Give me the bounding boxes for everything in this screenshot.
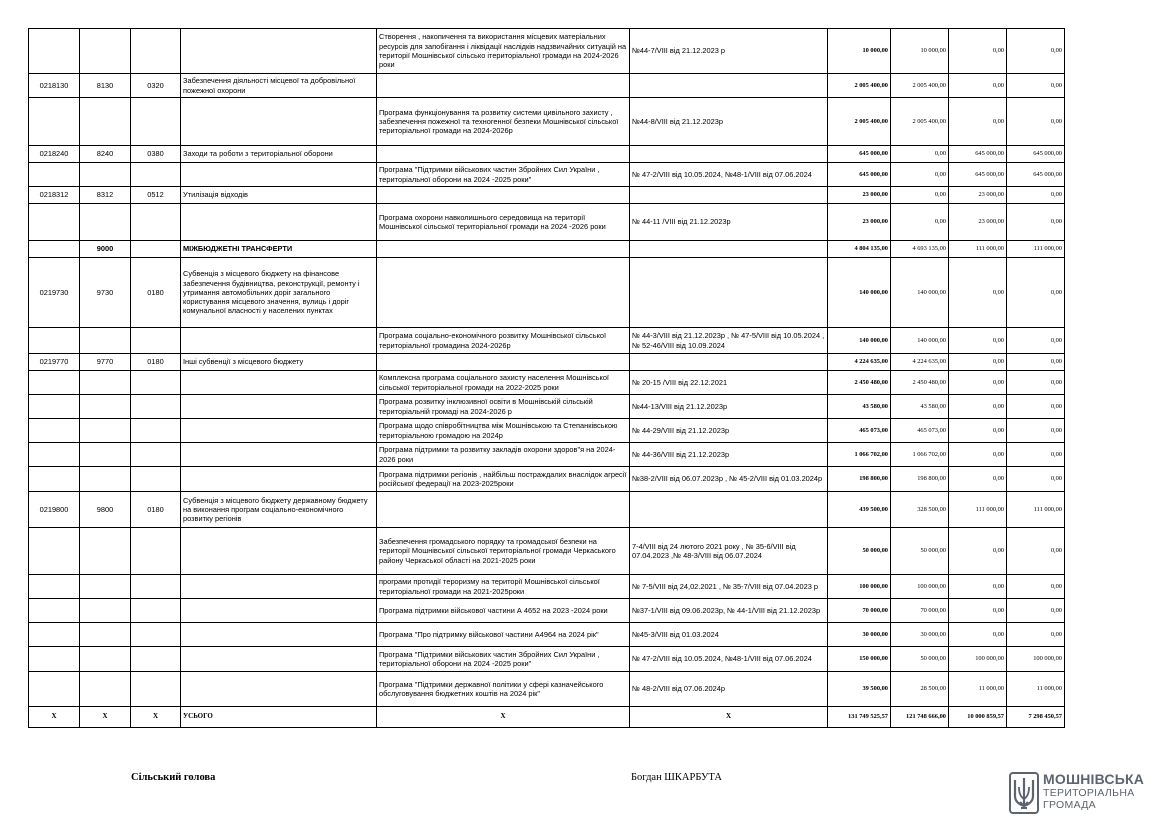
total-cell-program-name: X [377,707,630,728]
cell-fkvkb-code [131,623,181,647]
cell-program-code [29,163,80,187]
cell-fkvkb-code [131,575,181,599]
cell-development-budget: 0,00 [1007,328,1065,354]
cell-development-budget: 0,00 [1007,467,1065,492]
cell-general-fund: 328 500,00 [891,492,949,528]
cell-approval-document [630,258,828,328]
cell-approval-document: № 44-11 /VIII від 21.12.2023р [630,204,828,241]
total-row [29,707,1065,728]
cell-fkvkb-code [131,241,181,258]
cell-total-amount: 140 000,00 [828,328,891,354]
cell-program-name: Комплексна програма соціального захисту населення Мошнівської сільської територіальної громади на 2022-2025 роки [377,371,630,395]
cell-special-fund: 0,00 [949,528,1007,575]
cell-special-fund: 0,00 [949,371,1007,395]
cell-total-amount: 645 000,00 [828,146,891,163]
cell-approval-document: №45-3/VIII від 01.03.2024 [630,623,828,647]
table-row [29,74,1065,98]
table-row [29,492,1065,528]
cell-function-code: 8130 [80,74,131,98]
cell-general-fund: 2 005 400,00 [891,74,949,98]
cell-general-fund: 2 450 480,00 [891,371,949,395]
cell-function-code [80,599,131,623]
cell-approval-document: № 7-5/VIII від 24,02.2021 , № 35-7/VIII від 07.04.2023 р [630,575,828,599]
cell-development-budget: 0,00 [1007,29,1065,74]
cell-function-code: 8312 [80,187,131,204]
cell-general-fund: 465 073,00 [891,419,949,443]
cell-fkvkb-code [131,443,181,467]
cell-general-fund: 10 000,00 [891,29,949,74]
cell-fkvkb-code [131,672,181,707]
cell-function-code [80,395,131,419]
cell-approval-document: №44-7/VIII від 21.12.2023 р [630,29,828,74]
cell-function-code [80,528,131,575]
cell-development-budget: 645 000,00 [1007,146,1065,163]
cell-general-fund: 50 000,00 [891,647,949,672]
cell-fkvkb-code: 0512 [131,187,181,204]
cell-total-amount: 39 500,00 [828,672,891,707]
cell-total-amount: 23 000,00 [828,204,891,241]
table-row [29,419,1065,443]
cell-development-budget: 0,00 [1007,443,1065,467]
cell-program-name: Програма щодо співробітництва між Мошнівською та Степанківською територіальною громадою на 2024р [377,419,630,443]
table-row [29,354,1065,371]
cell-program-code: 0218130 [29,74,80,98]
table-row [29,29,1065,74]
table-row [29,395,1065,419]
cell-fkvkb-code: 0180 [131,492,181,528]
cell-program-name: Створення , накопичення та використання місцевих матеріальних ресурсів для запобігання і ліквідації наслідків надзвичайних ситуацій на території Мошнівської сільсько ітериторіальної громади на 2024-2026 роки [377,29,630,74]
cell-program-code: 0219800 [29,492,80,528]
cell-function-code [80,419,131,443]
cell-fkvkb-code [131,395,181,419]
cell-program-name: програми протидії тероризму на території Мошнівської сільської територіальної громади на 2021-2025роки [377,575,630,599]
cell-fkvkb-code [131,29,181,74]
cell-budget-item-name: Субвенція з місцевого бюджету державному бюджету на виконання програм соціально-економічного розвитку регіонів [181,492,377,528]
cell-general-fund: 28 500,00 [891,672,949,707]
cell-special-fund: 111 000,00 [949,241,1007,258]
cell-special-fund: 645 000,00 [949,163,1007,187]
cell-program-code: 0219770 [29,354,80,371]
cell-budget-item-name: МІЖБЮДЖЕТНІ ТРАНСФЕРТИ [181,241,377,258]
table-row [29,443,1065,467]
cell-program-code [29,599,80,623]
total-cell-fkvkb-code: X [131,707,181,728]
cell-program-code [29,371,80,395]
cell-function-code [80,163,131,187]
cell-fkvkb-code [131,163,181,187]
cell-total-amount: 4 804 135,00 [828,241,891,258]
cell-program-name [377,74,630,98]
cell-function-code: 9730 [80,258,131,328]
cell-total-amount: 23 000,00 [828,187,891,204]
cell-special-fund: 0,00 [949,419,1007,443]
cell-approval-document: № 47-2/VIII від 10.05.2024, №48-1/VIII від 07.06.2024 [630,647,828,672]
cell-fkvkb-code: 0180 [131,258,181,328]
cell-fkvkb-code [131,647,181,672]
cell-fkvkb-code: 0380 [131,146,181,163]
total-cell-total-amount: 131 749 525,57 [828,707,891,728]
cell-development-budget: 0,00 [1007,187,1065,204]
cell-special-fund: 645 000,00 [949,146,1007,163]
total-cell-development-budget: 7 298 450,57 [1007,707,1065,728]
cell-budget-item-name [181,204,377,241]
cell-special-fund: 0,00 [949,443,1007,467]
cell-development-budget: 0,00 [1007,354,1065,371]
cell-approval-document: № 47-2/VIII від 10.05.2024, №48-1/VIII від 07.06.2024 [630,163,828,187]
cell-general-fund: 140 000,00 [891,328,949,354]
cell-program-name: Програма розвитку інклюзивної освіти в Мошнівській сільській територіальній громаді на 2024-2026 р [377,395,630,419]
cell-approval-document: № 44-29/VIII від 21.12.2023р [630,419,828,443]
cell-total-amount: 100 000,00 [828,575,891,599]
cell-approval-document [630,492,828,528]
cell-budget-item-name: Утилізація відходів [181,187,377,204]
cell-total-amount: 50 000,00 [828,528,891,575]
cell-approval-document: №38-2/VIII від 06.07.2023р , № 45-2/VIII від 01.03.2024р [630,467,828,492]
cell-program-name [377,146,630,163]
cell-approval-document: № 20-15 /VIII від 22.12.2021 [630,371,828,395]
cell-general-fund: 2 005 400,00 [891,98,949,146]
cell-program-name: Програма "Підтримки військових частин Збройних Сил України , територіальної оборони на 2024 -2025 роки" [377,647,630,672]
cell-program-code [29,528,80,575]
cell-program-code [29,395,80,419]
cell-development-budget: 11 000,00 [1007,672,1065,707]
cell-total-amount: 1 066 702,00 [828,443,891,467]
cell-budget-item-name [181,528,377,575]
cell-budget-item-name [181,395,377,419]
table-row [29,599,1065,623]
logo-text [1043,772,1144,811]
cell-approval-document: № 44-36/VIII від 21.12.2023р [630,443,828,467]
cell-total-amount: 465 073,00 [828,419,891,443]
cell-program-name: Програма "Підтримки державної політики у сфері казначейського обслуговування бюджетних коштів на 2024 рік" [377,672,630,707]
cell-function-code: 9800 [80,492,131,528]
cell-function-code [80,98,131,146]
cell-general-fund: 0,00 [891,187,949,204]
cell-fkvkb-code [131,599,181,623]
cell-total-amount: 43 580,00 [828,395,891,419]
table-row [29,187,1065,204]
cell-function-code: 8240 [80,146,131,163]
cell-program-code [29,328,80,354]
cell-approval-document [630,146,828,163]
cell-special-fund: 0,00 [949,98,1007,146]
cell-general-fund: 4 693 135,00 [891,241,949,258]
cell-fkvkb-code [131,419,181,443]
cell-program-code [29,98,80,146]
cell-approval-document: № 44-3/VIII від 21.12.2023р , № 47-5/VIII від 10.05.2024 ,№ 52-46/VIII від 10.09.2024 [630,328,828,354]
cell-general-fund: 30 000,00 [891,623,949,647]
cell-fkvkb-code: 0320 [131,74,181,98]
cell-program-name [377,187,630,204]
cell-approval-document: № 48-2/VIII від 07.06.2024р [630,672,828,707]
table-row [29,575,1065,599]
cell-program-code: 0219730 [29,258,80,328]
cell-development-budget: 0,00 [1007,204,1065,241]
cell-budget-item-name: Субвенція з місцевого бюджету на фінансове забезпечення будівництва, реконструкції, ремонту і утримання автомобільних доріг загального користування місцевого значення, вулиць і доріг комунальної власності у населених пунктах [181,258,377,328]
cell-total-amount: 30 000,00 [828,623,891,647]
cell-fkvkb-code: 0180 [131,354,181,371]
budget-programs-table [28,28,1065,728]
cell-special-fund: 0,00 [949,74,1007,98]
cell-budget-item-name [181,419,377,443]
table-row [29,146,1065,163]
cell-program-name: Програма "Підтримки військових частин Збройних Сил України , територіальної оборони на 2024 -2025 роки" [377,163,630,187]
trident-icon [1009,772,1039,814]
table-row [29,258,1065,328]
cell-function-code [80,575,131,599]
cell-budget-item-name [181,371,377,395]
cell-development-budget: 0,00 [1007,395,1065,419]
table-row [29,371,1065,395]
cell-general-fund: 0,00 [891,146,949,163]
cell-function-code [80,328,131,354]
cell-special-fund: 111 000,00 [949,492,1007,528]
cell-program-code [29,623,80,647]
cell-development-budget: 0,00 [1007,575,1065,599]
table-row [29,204,1065,241]
cell-special-fund: 0,00 [949,599,1007,623]
table-row [29,163,1065,187]
cell-function-code [80,647,131,672]
cell-special-fund: 0,00 [949,467,1007,492]
cell-function-code [80,29,131,74]
cell-general-fund: 140 000,00 [891,258,949,328]
cell-development-budget: 645 000,00 [1007,163,1065,187]
cell-development-budget: 0,00 [1007,98,1065,146]
cell-function-code [80,443,131,467]
cell-function-code [80,371,131,395]
cell-fkvkb-code [131,98,181,146]
cell-approval-document: №37-1/VIII від 09.06.2023р, № 44-1/VIII від 21.12.2023р [630,599,828,623]
cell-total-amount: 2 005 400,00 [828,74,891,98]
cell-development-budget: 0,00 [1007,74,1065,98]
cell-development-budget: 0,00 [1007,258,1065,328]
cell-budget-item-name [181,623,377,647]
cell-program-name: Забезпечення громадського порядку та громадської безпеки на території Мошнівської сільської територіальної громади Черкаського району Черкаської області на 2021-2025 роки [377,528,630,575]
cell-program-code [29,575,80,599]
cell-budget-item-name [181,328,377,354]
cell-budget-item-name [181,29,377,74]
total-cell-budget-item-name: УСЬОГО [181,707,377,728]
table-row [29,241,1065,258]
cell-program-code [29,204,80,241]
cell-program-code [29,419,80,443]
cell-budget-item-name: Заходи та роботи з територіальної оборони [181,146,377,163]
cell-general-fund: 198 800,00 [891,467,949,492]
cell-program-code [29,467,80,492]
cell-total-amount: 2 450 480,00 [828,371,891,395]
table-row [29,672,1065,707]
cell-budget-item-name [181,599,377,623]
cell-approval-document: №44-13/VIII від 21.12.2023р [630,395,828,419]
cell-program-name [377,492,630,528]
cell-program-name: Програма підтримки регіонів , найбільш постраждалих внаслідок агресії російської федерації на 2023-2025роки [377,467,630,492]
cell-program-code [29,672,80,707]
cell-special-fund: 11 000,00 [949,672,1007,707]
cell-approval-document [630,241,828,258]
cell-special-fund: 0,00 [949,328,1007,354]
cell-special-fund: 0,00 [949,29,1007,74]
logo-line-3: ГРОМАДА [1043,799,1096,811]
cell-fkvkb-code [131,528,181,575]
cell-program-name: Програма функціонування та розвитку системи цивільного захисту , забезпечення пожежної та техногенної безпеки Мошнівської сільської територіальної громади на 2024-2026р [377,98,630,146]
cell-development-budget: 0,00 [1007,419,1065,443]
cell-fkvkb-code [131,371,181,395]
cell-approval-document: №44-8/VIII від 21.12.2023р [630,98,828,146]
cell-budget-item-name [181,672,377,707]
cell-budget-item-name: Забезпечення діяльності місцевої та добровільної пожежної охорони [181,74,377,98]
cell-general-fund: 0,00 [891,204,949,241]
budget-table-sheet [28,28,1064,728]
total-cell-program-code: X [29,707,80,728]
cell-budget-item-name [181,647,377,672]
cell-total-amount: 439 500,00 [828,492,891,528]
cell-total-amount: 2 005 400,00 [828,98,891,146]
community-logo [1009,772,1159,814]
cell-fkvkb-code [131,328,181,354]
cell-program-name: Програма підтримки та розвитку закладів охорони здоров"я на 2024-2026 роки [377,443,630,467]
cell-general-fund: 100 000,00 [891,575,949,599]
cell-program-code [29,443,80,467]
total-cell-special-fund: 10 000 859,57 [949,707,1007,728]
cell-approval-document [630,74,828,98]
cell-function-code [80,204,131,241]
cell-total-amount: 198 800,00 [828,467,891,492]
total-cell-general-fund: 121 748 666,00 [891,707,949,728]
cell-fkvkb-code [131,467,181,492]
cell-development-budget: 0,00 [1007,623,1065,647]
cell-development-budget: 0,00 [1007,599,1065,623]
cell-total-amount: 10 000,00 [828,29,891,74]
table-row [29,647,1065,672]
cell-program-name [377,354,630,371]
cell-total-amount: 4 224 635,00 [828,354,891,371]
cell-special-fund: 0,00 [949,575,1007,599]
cell-general-fund: 50 000,00 [891,528,949,575]
cell-program-code [29,241,80,258]
cell-special-fund: 23 000,00 [949,187,1007,204]
cell-program-name: Програма підтримки військової частини А 4652 на 2023 -2024 роки [377,599,630,623]
cell-special-fund: 100 000,00 [949,647,1007,672]
cell-program-name [377,258,630,328]
total-cell-approval-document: X [630,707,828,728]
cell-fkvkb-code [131,204,181,241]
cell-program-code [29,29,80,74]
cell-budget-item-name [181,467,377,492]
cell-program-name: Програма "Про підтримку військової частини А4964 на 2024 рік" [377,623,630,647]
table-row [29,467,1065,492]
table-row [29,98,1065,146]
cell-program-name: Програма охорони навколишнього середовища на території Мошнівської сільської територіальної громади на 2024 -2026 роки [377,204,630,241]
table-row [29,623,1065,647]
cell-budget-item-name [181,575,377,599]
cell-development-budget: 0,00 [1007,528,1065,575]
cell-general-fund: 70 000,00 [891,599,949,623]
cell-special-fund: 23 000,00 [949,204,1007,241]
cell-total-amount: 140 000,00 [828,258,891,328]
cell-approval-document [630,187,828,204]
cell-budget-item-name: Інші субвенції з місцевого бюджету [181,354,377,371]
cell-development-budget: 100 000,00 [1007,647,1065,672]
cell-special-fund: 0,00 [949,354,1007,371]
cell-total-amount: 70 000,00 [828,599,891,623]
cell-function-code [80,672,131,707]
cell-special-fund: 0,00 [949,258,1007,328]
signature-title: Сільський голова [131,772,216,783]
signature-name: Богдан ШКАРБУТА [631,772,722,783]
logo-line-2: ТЕРИТОРІАЛЬНА [1043,787,1135,799]
cell-budget-item-name [181,443,377,467]
cell-program-code [29,647,80,672]
cell-function-code: 9000 [80,241,131,258]
cell-general-fund: 0,00 [891,163,949,187]
cell-budget-item-name [181,163,377,187]
table-row [29,528,1065,575]
cell-general-fund: 1 066 702,00 [891,443,949,467]
cell-approval-document: 7-4/VIII від 24 лютого 2021 року , № 35-6/VIII від 07.04.2023 ,№ 48-3/VIII від 06.07.2024 [630,528,828,575]
cell-program-name: Програма соціально-економічного розвитку Мошнівської сільської територіальної громадина 2024-2026р [377,328,630,354]
cell-function-code: 9770 [80,354,131,371]
cell-function-code [80,623,131,647]
cell-total-amount: 150 000,00 [828,647,891,672]
cell-special-fund: 0,00 [949,395,1007,419]
cell-function-code [80,467,131,492]
cell-special-fund: 0,00 [949,623,1007,647]
total-cell-function-code: X [80,707,131,728]
cell-general-fund: 43 580,00 [891,395,949,419]
table-row [29,328,1065,354]
cell-general-fund: 4 224 635,00 [891,354,949,371]
cell-approval-document [630,354,828,371]
cell-program-name [377,241,630,258]
cell-program-code: 0218240 [29,146,80,163]
cell-development-budget: 111 000,00 [1007,241,1065,258]
logo-line-1: МОШНІВСЬКА [1043,771,1145,787]
cell-total-amount: 645 000,00 [828,163,891,187]
cell-budget-item-name [181,98,377,146]
cell-development-budget: 0,00 [1007,371,1065,395]
cell-program-code: 0218312 [29,187,80,204]
cell-development-budget: 111 000,00 [1007,492,1065,528]
